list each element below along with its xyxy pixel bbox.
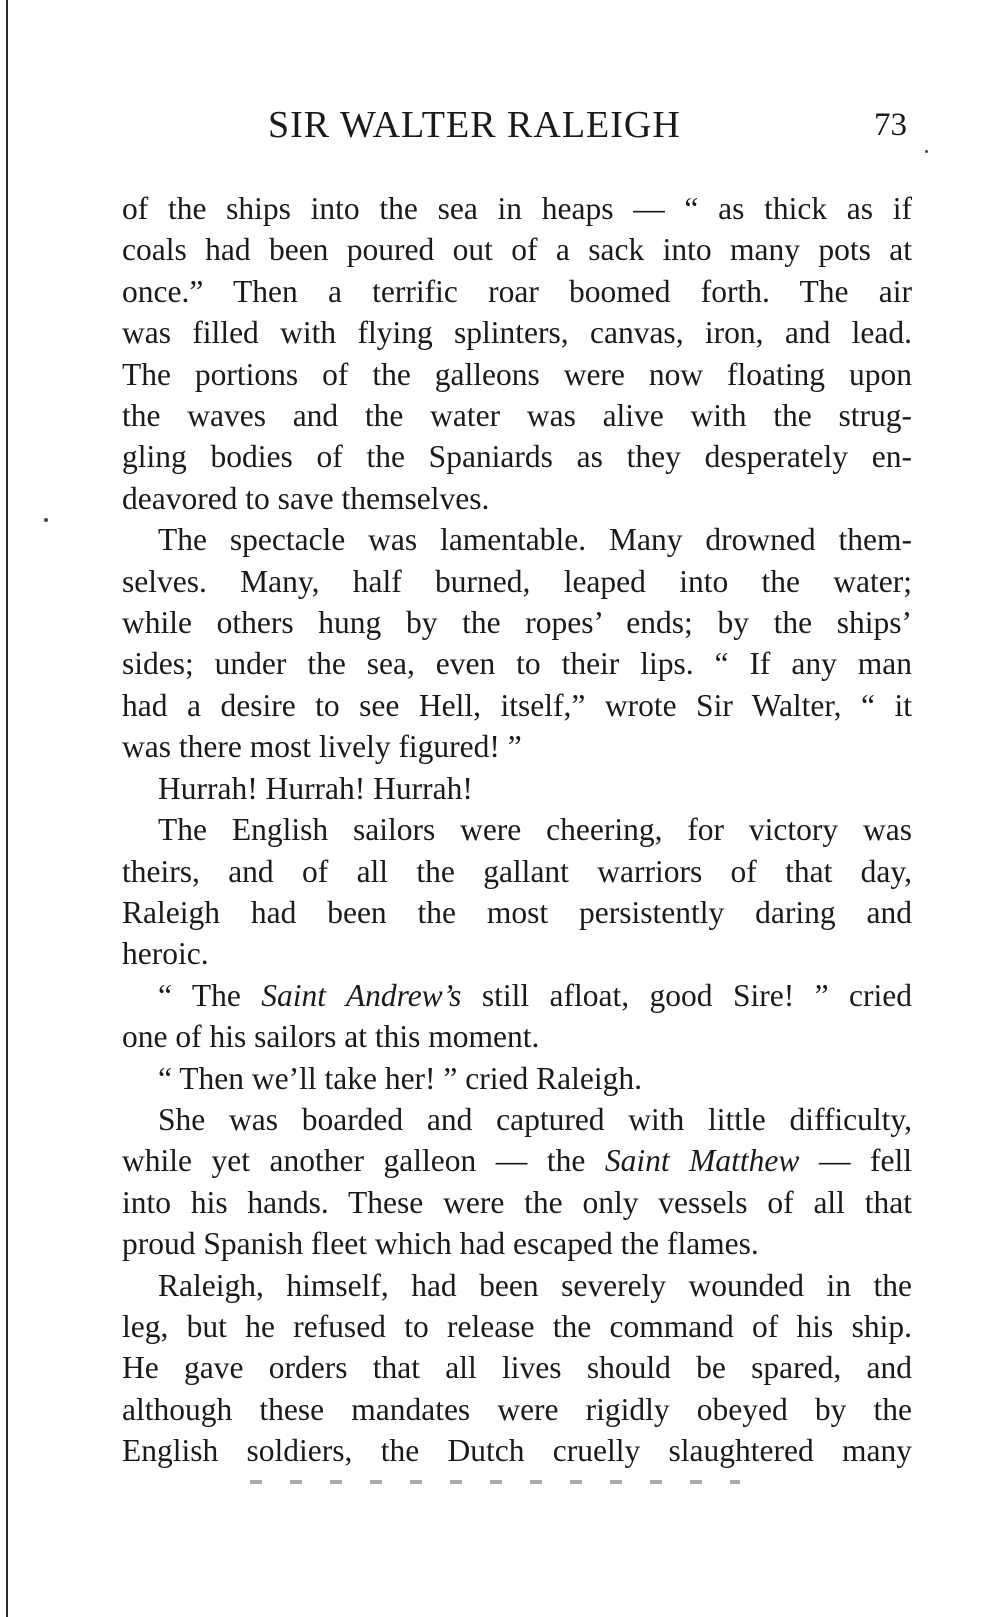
text-line: was there most lively figured! ” — [122, 729, 522, 765]
text-line: proud Spanish fleet which had escaped the flames. — [122, 1226, 759, 1262]
text-line: “ Then we’ll take her! ” cried Raleigh. — [158, 1060, 642, 1096]
text-line: The English sailors were cheering, for victory was — [158, 812, 912, 848]
page-edge-line — [6, 0, 8, 1617]
text-line: Raleigh, himself, had been severely wounded in the — [158, 1267, 912, 1303]
text-line: Raleigh had been the most persistently daring and — [122, 894, 912, 930]
text-line: into his hands. These were the only vessels of all that — [122, 1184, 912, 1220]
running-title: SIR WALTER RALEIGH — [268, 104, 681, 146]
text-segment: while yet another galleon — the — [122, 1143, 605, 1179]
text-line: sides; under the sea, even to their lips. “ If any man — [122, 646, 912, 682]
text-segment: “ The — [158, 977, 262, 1013]
text-line: although these mandates were rigidly obeyed by the — [122, 1391, 912, 1427]
page-number: 73 — [874, 107, 907, 143]
body-text — [122, 188, 912, 1472]
text-line: He gave orders that all lives should be spared, and — [122, 1350, 912, 1386]
text-line: deavored to save themselves. — [122, 480, 490, 516]
text-line: theirs, and of all the gallant warriors of that day, — [122, 853, 912, 889]
text-line: the waves and the water was alive with the strug- — [122, 398, 912, 434]
text-line: gling bodies of the Spaniards as they desperately en- — [122, 439, 912, 475]
scan-speck — [44, 518, 48, 522]
text-line: one of his sailors at this moment. — [122, 1019, 540, 1055]
text-line: She was boarded and captured with little difficulty, — [158, 1101, 912, 1137]
text-line: had a desire to see Hell, itself,” wrote Sir Walter, “ it — [122, 687, 912, 723]
text-segment: still afloat, good Sire! ” cried — [461, 977, 912, 1013]
text-line: of the ships into the sea in heaps — “ as thick as if — [122, 191, 912, 226]
text-line: English soldiers, the Dutch cruelly slaughtered many — [122, 1433, 912, 1469]
text-line: once.” Then a terrific roar boomed forth. The air — [122, 273, 912, 309]
text-line: The portions of the galleons were now floating upon — [122, 356, 912, 392]
text-line: The spectacle was lamentable. Many drowned them- — [158, 522, 912, 558]
text-segment: — fell — [799, 1143, 912, 1179]
scan-artifact-dashes — [250, 1480, 740, 1484]
text-line: leg, but he refused to release the command of his ship. — [122, 1308, 912, 1344]
ship-name-saint-andrew: Saint Andrew’s — [261, 977, 462, 1013]
text-line: selves. Many, half burned, leaped into the water; — [122, 563, 912, 599]
running-header — [0, 100, 1000, 150]
text-line: coals had been poured out of a sack into many pots at — [122, 232, 912, 268]
text-line: was filled with flying splinters, canvas, iron, and lead. — [122, 315, 912, 351]
text-line: while others hung by the ropes’ ends; by the ships’ — [122, 605, 912, 641]
text-line — [122, 975, 912, 1016]
text-line: Hurrah! Hurrah! Hurrah! — [158, 770, 473, 806]
text-line: heroic. — [122, 936, 209, 972]
ship-name-saint-matthew: Saint Matthew — [604, 1143, 800, 1179]
scan-speck — [925, 150, 928, 153]
text-line — [122, 1140, 912, 1181]
